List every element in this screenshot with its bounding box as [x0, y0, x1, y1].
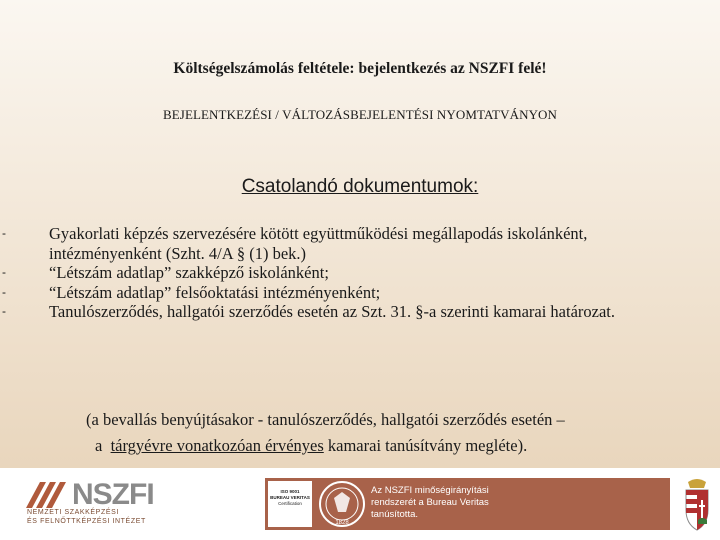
note-line-2-suffix: kamarai tanúsítvány megléte). [327, 436, 528, 455]
cert-bv: BUREAU VERITAS [270, 495, 310, 500]
list-item-text: Tanulószerződés, hallgatói szerződés esetén az Szt. 31. §-a szerinti kamarai határozat. [49, 302, 616, 321]
list-item-text: “Létszám adatlap” szakképző iskolánként; [49, 263, 329, 282]
note-line-2 [0, 433, 720, 459]
logo-name: NSZFI [72, 478, 154, 511]
list-item-text: Gyakorlati képzés szervezésére kötött együttműködési megállapodás iskolánként, intézményenként (Szht. 4/A § (1) bek.) [49, 224, 588, 263]
list-item [0, 263, 700, 283]
cert-text-line-1: Az NSZFI minőségirányítási [371, 485, 489, 496]
seal-year: 1828 [335, 520, 349, 526]
cert-text-line-3: tanúsította. [371, 509, 419, 520]
slide-title: Költségelszámolás feltétele: bejelentkezés az NSZFI felé! [173, 60, 547, 77]
list-item-text: “Létszám adatlap” felsőoktatási intézményenként; [49, 282, 381, 302]
footer [0, 468, 720, 540]
note-text [0, 407, 720, 459]
note-line-1: (a bevallás benyújtásakor - tanulószerződés, hallgatói szerződés esetén – [86, 410, 565, 429]
logo-subtitle-line-2: ÉS FELNŐTTKÉPZÉSI INTÉZET [27, 518, 146, 525]
document-list [0, 224, 700, 322]
bullet-marker: - [2, 265, 6, 279]
section-heading: Csatolandó dokumentumok: [241, 176, 479, 197]
bullet-marker: - [2, 226, 6, 240]
note-line-2-prefix: a [95, 436, 103, 455]
hungarian-coat-of-arms-icon [682, 476, 712, 532]
certification-text [371, 485, 571, 521]
cert-iso: ISO 9001 [280, 489, 300, 494]
cert-text-line-2: rendszerét a Bureau Veritas [371, 497, 489, 508]
bureau-veritas-seal-icon [318, 480, 366, 528]
slide-subtitle: BEJELENTKEZÉSI / VÁLTOZÁSBEJELENTÉSI NYOMTATVÁNYON [162, 107, 558, 122]
cert-bv-sub: Certification [278, 501, 302, 506]
bureau-veritas-box [268, 481, 312, 527]
list-item [0, 224, 700, 263]
list-item [0, 302, 700, 322]
logo-subtitle-line-1: NEMZETI SZAKKÉPZÉSI [27, 509, 119, 516]
list-item [0, 283, 700, 303]
bullet-marker: - [2, 284, 6, 299]
logo-subtitle [27, 508, 187, 526]
nszfi-logo-icon [26, 482, 70, 508]
bullet-marker: - [2, 304, 6, 318]
note-underlined-phrase: tárgyévre vonatkozóan érvényes [110, 436, 324, 455]
